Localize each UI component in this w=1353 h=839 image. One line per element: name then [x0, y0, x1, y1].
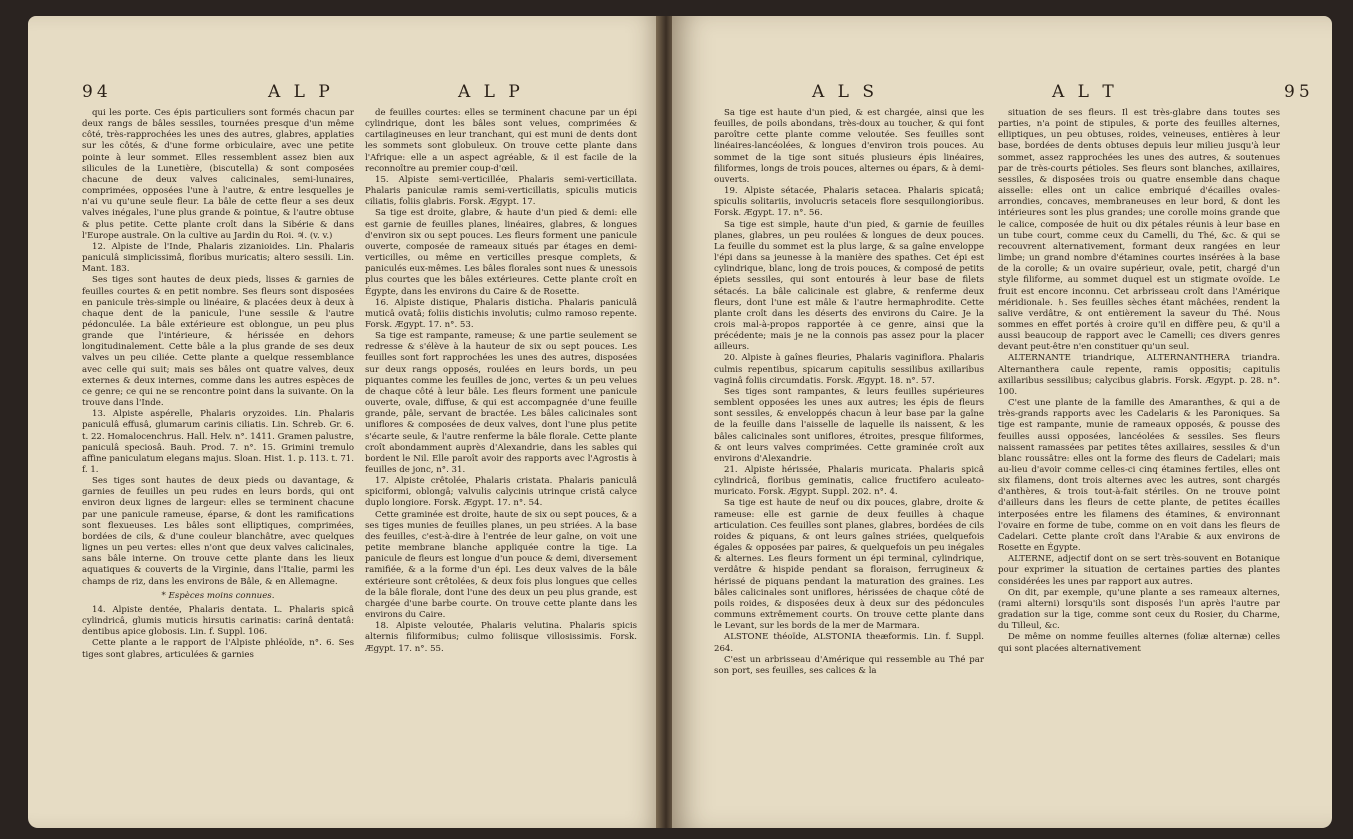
paragraph: Ses tiges sont rampantes, & leurs feuilles supérieures semblent opposées les unes aux autres; les épis de fleurs sont sessiles, & enveloppés chacun à leur base par la gaîne de la feuille dans l'aisselle de laquelle ils naissent, & les bâles calicinales sont uniflores, étroites, presque filiformes, & ont leurs valves comprimées. Cette graminée croît aux environs d'Alexandrie.: [714, 386, 984, 464]
paragraph: C'est une plante de la famille des Amaranthes, & qui a de très-grands rapports avec les Cadelaris & les Paroniques. Sa tige est rampante, munie de rameaux opposés, & pousse des feuilles aussi opposées, lancéolées & sessiles. Ses fleurs naissent ramassées par petites têtes axillaires, sessiles & d'un blanc roussâtre: elles ont la forme des fleurs de Cadelari; mais au-lieu d'avoir comme celles-ci cinq étamines fertiles, elles ont six filamens, dont trois alternes avec les autres, sont chargés d'anthères, & trois tout-à-fait stériles. On ne trouve point d'ailleurs dans les fleurs de cette plante, de petites écailles interposées entre les filamens des étamines, & environnant l'ovaire en forme de tube, comme on en voit dans les fleurs de Cadelari. Cette plante croît dans l'Arabie & aux environs de Rosette en Égypte.: [998, 398, 1280, 554]
paragraph: Ses tiges sont hautes de deux pieds, lisses & garnies de feuilles courtes & en petit nombre. Ses fleurs sont disposées en panicule très-simple ou linéaire, & placées deux à deux à chaque dent de la panicule, l'une sessile & l'autre pédonculée. La bâle extérieure est oblongue, un peu plus grande que l'intérieure, & hérissée en dehors longitudinalement. Cette bâle a la plus grande de ses deux valves un peu ciliée. Cette plante a quelque ressemblance avec celle qui suit; mais ses bâles ont quatre valves, deux externes & deux internes, comme dans les autres espèces de ce genre; ce qui ne se rencontre point dans la suivante. On la trouve dans l'Inde.: [82, 275, 354, 409]
left-col1-tail: [82, 605, 354, 661]
paragraph: De même on nomme feuilles alternes (foliæ alternæ) celles qui sont placées alternativement: [998, 632, 1280, 654]
page-number-left: 94: [82, 82, 112, 102]
paragraph: Sa tige est rampante, rameuse; & une partie seulement se redresse & s'élève à la hauteur de six ou sept pouces. Les feuilles sont fort rapprochées les unes des autres, disposées sur deux rangs opposés, roulées en leurs bords, un peu piquantes comme les feuilles de jonc, vertes & un peu velues de chaque côté à leur bâle. Les fleurs forment une panicule ouverte, ovale, diffuse, & qui est accompagnée d'une feuille grande, pâle, servant de bractée. Les bâles calicinales sont uniflores & composées de deux valves, dont l'une plus petite s'écarte seule, & l'autre renferme la bâle florale. Cette plante croît abondamment auprès d'Alexandrie, dans les sables qui bordent le Nil. Elle paroît avoir des rapports avec l'Agrostis à feuilles de jonc, n°. 31.: [365, 331, 637, 475]
section-note: * Espèces moins connues.: [161, 590, 275, 601]
paragraph: 17. Alpiste crêtolée, Phalaris cristata. Phalaris paniculâ spiciformi, oblongâ; valvulis calycinis utrinque cristâ calyce duplo longiore. Forsk. Ægypt. 17. n°. 54.: [365, 476, 637, 509]
paragraph: 14. Alpiste dentée, Phalaris dentata. L. Phalaris spicâ cylindricâ, glumis muticis hirsutis carinatis: carinâ dentatâ: dentibus apice globosis. Lin. f. Suppl. 106.: [82, 604, 354, 638]
paragraph: qui les porte. Ces épis particuliers sont formés chacun par deux rangs de bâles sessiles, tournées presque d'un même côté, très-rapprochées les unes des autres, glabres, applaties sur les côtés, & d'une forme orbiculaire, avec une petite pointe à leur sommet. Elles ressemblent assez bien aux silicules de la Lunetière, (biscutella) & sont composées chacune de deux valves calicinales, semi-lunaires, comprimées, opposées l'une à l'autre, & entre lesquelles je n'ai vu qu'une seule fleur. La bâle de cette fleur a ses deux valves inégales, l'une plus grande & pointue, & l'autre obtuse & plus petite. Cette plante croît dans la Sibérie & dans l'Europe australe. On la cultive au Jardin du Roi. ♃. (v. v.): [82, 108, 354, 241]
paragraph: Sa tige est haute de neuf ou dix pouces, glabre, droite & rameuse: elle est garnie de deux feuilles à chaque articulation. Ces feuilles sont planes, glabres, bordées de cils roides & piquans, & ont leurs gaînes striées, quelquefois égales & opposées par paires, & quelquefois un peu inégales & alternes. Les fleurs forment un épi terminal, cylindrique, verdâtre & hispide pendant sa floraison, ferrugineux & hérissé de piquans pendant la maturation des graines. Les bâles calicinales sont uniflores, hérissées de chaque côté de poils roides, & disposées deux à deux sur des pédoncules communs extrêmement courts. On trouve cette plante dans le Levant, sur les bords de la mer de Marmara.: [714, 498, 984, 632]
paragraph: situation de ses fleurs. Il est très-glabre dans toutes ses parties, n'a point de stipules, & porte des feuilles alternes, elliptiques, un peu obtuses, roides, veineuses, entières à leur base, bordées de dents obtuses depuis leur milieu jusqu'à leur sommet, assez rapprochées les unes des autres, & soutenues par de très-courts pétioles. Ses fleurs sont blanches, axillaires, sessiles, & disposées trois ou quatre ensemble dans chaque aisselle: elles ont un calice embriqué d'écailles ovales-arrondies, concaves, membraneuses en leur bord, & dont les intérieures sont les plus grandes; une corolle moins grande que le calice, composée de huit ou dix pétales réunis à leur base en un tube court, comme ceux du Camelli, du Thé, &c. & qui se recouvrent alternativement, formant deux rangées en leur limbe; un grand nombre d'étamines courtes insérées à la base de la corolle; & un ovaire supérieur, ovale, petit, chargé d'un style filiforme, au sommet duquel est un stigmate ovoïde. Le fruit est encore inconnu. Cet arbrisseau croît dans l'Amérique méridionale. ♄. Ses feuilles sèches étant mâchées, rendent la salive verdâtre, & ont entièrement la saveur du Thé. Nous sommes en effet portés à croire qu'il en diffère peu, & qu'il a aussi beaucoup de rapport avec le Camelli; ces divers genres devant peut-être n'en constituer qu'un seul.: [998, 108, 1280, 353]
paragraph: 12. Alpiste de l'Inde, Phalaris zizanioides. Lin. Phalaris paniculâ simplicissimâ, floribus muricatis; altero sessili. Lin. Mant. 183.: [82, 241, 354, 275]
paragraph: 13. Alpiste aspérelle, Phalaris oryzoides. Lin. Phalaris paniculâ effusâ, glumarum carinis ciliatis. Lin. Schreb. Gr. 6. t. 22. Homalocenchrus. Hall. Helv. n°. 1411. Gramen palustre, paniculâ speciosâ. Bauh. Prod. 7. n°. 15. Grimini tremulo affine paniculatum elegans majus. Sloan. Hist. 1. p. 113. t. 71. f. 1.: [82, 409, 354, 475]
page-number-right: 95: [1284, 82, 1314, 102]
paragraph: Sa tige est droite, glabre, & haute d'un pied & demi: elle est garnie de feuilles planes, linéaires, glabres, & longues d'environ six ou sept pouces. Les fleurs forment une panicule ouverte, composée de rameaux situés par étages en demi-verticilles, ou même en verticilles presque complets, & paniculés eux-mêmes. Les bâles florales sont nues & unessois plus courtes que les bâles extérieures. Cette plante croît en Égypte, dans les environs du Caire & de Rosette.: [365, 208, 637, 297]
paragraph: Ses tiges sont hautes de deux pieds ou davantage, & garnies de feuilles un peu rudes en leurs bords, qui ont environ deux lignes de largeur: elles se terminent chacune par une panicule rameuse, éparse, & dont les ramifications sont flexueuses. Les bâles sont elliptiques, comprimées, bordées de cils, & d'une couleur blanchâtre, avec quelques lignes un peu vertes: elles n'ont que deux valves calicinales, sans bâle interne. On trouve cette plante dans les lieux aquatiques & couverts de la Virginie, dans l'Italie, parmi les champs de riz, dans les environs de Bâle, & en Allemagne.: [82, 476, 354, 587]
paragraph: C'est un arbrisseau d'Amérique qui ressemble au Thé par son port, ses feuilles, ses calices & la: [714, 654, 984, 676]
paragraph: 18. Alpiste veloutée, Phalaris velutina. Phalaris spicis alternis filiformibus; culmo foliisque villosissimis. Forsk. Ægypt. 17. n°. 55.: [365, 621, 637, 654]
paragraph: ALSTONE théoïde, ALSTONIA theæformis. Lin. f. Suppl. 264.: [714, 632, 984, 654]
paragraph: 19. Alpiste sétacée, Phalaris setacea. Phalaris spicatâ; spiculis solitariis, involucris setaceis flore sesquilongioribus. Forsk. Ægypt. 17. n°. 56.: [714, 186, 984, 219]
paragraph: 15. Alpiste semi-verticillée, Phalaris semi-verticillata. Phalaris paniculæ ramis semi-verticillatis, spiculis muticis ciliatis, foliis glabris. Forsk. Ægypt. 17.: [365, 174, 637, 208]
right-page: [672, 16, 1332, 828]
paragraph: 20. Alpiste à gaînes fleuries, Phalaris vaginiflora. Phalaris culmis repentibus, spicarum capitulis sessilibus axillaribus vaginâ foliis circumdatis. Forsk. Ægypt. 18. n°. 57.: [714, 353, 984, 386]
paragraph: Sa tige est simple, haute d'un pied, & garnie de feuilles planes, glabres, un peu roulées & longues de deux pouces. La feuille du sommet est la plus large, & sa gaîne enveloppe l'épi dans sa jeunesse à la manière des spathes. Cet épi est cylindrique, blanc, long de trois pouces, & composé de petits épiets sessiles, qui sont entourés à leur base de filets sétacés. La bâle calicinale est glabre, & renferme deux fleurs, dont l'une est mâle & l'autre hermaphrodite. Cette plante croît dans les déserts des environs du Caire. Je la crois mal-à-propos rapportée à ce genre, ainsi que la précédente; mais je ne la connois pas assez pour la placer ailleurs.: [714, 219, 984, 353]
paragraph: On dit, par exemple, qu'une plante a ses rameaux alternes, (rami alterni) lorsqu'ils sont disposés l'un après l'autre par gradation sur la tige, comme sont ceux du Rosier, du Charme, du Tilleul, &c.: [998, 587, 1280, 632]
paragraph: 21. Alpiste hérissée, Phalaris muricata. Phalaris spicâ cylindricâ, floribus geminatis, calice fructifero aculeato-muricato. Forsk. Ægypt. Suppl. 202. n°. 4.: [714, 465, 984, 498]
left-column-2: [365, 108, 637, 655]
left-col1-paragraphs: [82, 108, 354, 588]
running-head-left-2: A L P: [458, 82, 524, 102]
paragraph: ALTERNE, adjectif dont on se sert très-souvent en Botanique pour exprimer la situation de certaines parties des plantes considérées les unes par rapport aux autres.: [998, 554, 1280, 587]
book-spread: [8, 6, 1345, 833]
right-column-2: [998, 108, 1280, 655]
right-column-1: [714, 108, 984, 677]
left-column-1: [82, 108, 354, 661]
paragraph: de feuilles courtes: elles se terminent chacune par un épi cylindrique, dont les bâles sont velues, comprimées & cartilagineuses en leur tranchant, qui est muni de dents dont les sommets sont globuleux. On trouve cette plante dans l'Afrique: elle a un aspect agréable, & il est facile de la reconnoître au premier coup-d'œil.: [365, 108, 637, 174]
running-head-right-2: A L T: [1052, 82, 1118, 102]
running-head-left-1: A L P: [268, 82, 334, 102]
paragraph: ALTERNANTE triandrique, ALTERNANTHERA triandra. Alternanthera caule repente, ramis oppositis; capitulis axillaribus sessilibus; calycibus glabris. Forsk. Ægypt. p. 28. n°. 100.: [998, 353, 1280, 397]
left-page: [28, 16, 660, 828]
paragraph: Sa tige est haute d'un pied, & est chargée, ainsi que les feuilles, de poils abondans, très-doux au toucher, & qui font paroître cette plante comme veloutée. Ses feuilles sont linéaires-lancéolées, & longues d'environ trois pouces. Au sommet de la tige sont situés plusieurs épis linéaires, filiformes, longs de trois pouces, alternes ou épars, & à demi-ouverts.: [714, 108, 984, 185]
paragraph: Cette plante a le rapport de l'Alpiste phléoïde, n°. 6. Ses tiges sont glabres, articulées & garnies: [82, 638, 354, 660]
paragraph: 16. Alpiste distique, Phalaris disticha. Phalaris paniculâ muticâ ovatâ; foliis distichis involutis; culmo ramoso repente. Forsk. Ægypt. 17. n°. 53.: [365, 297, 637, 330]
running-head-right-1: A L S: [812, 82, 879, 102]
paragraph: Cette graminée est droite, haute de six ou sept pouces, & a ses tiges munies de feuilles planes, un peu striées. A la base des feuilles, c'est-à-dire à l'entrée de leur gaîne, on voit une petite membrane blanche appliquée contre la tige. La panicule de fleurs est longue d'un pouce & demi, diversement ramifiée, & a la forme d'un épi. Les deux valves de la bâle extérieure sont crêtolées, & deux fois plus longues que celles de la bâle florale, dont l'une des deux un peu plus grande, est chargée d'une barbe courte. On trouve cette plante dans les environs du Caire.: [365, 509, 637, 621]
